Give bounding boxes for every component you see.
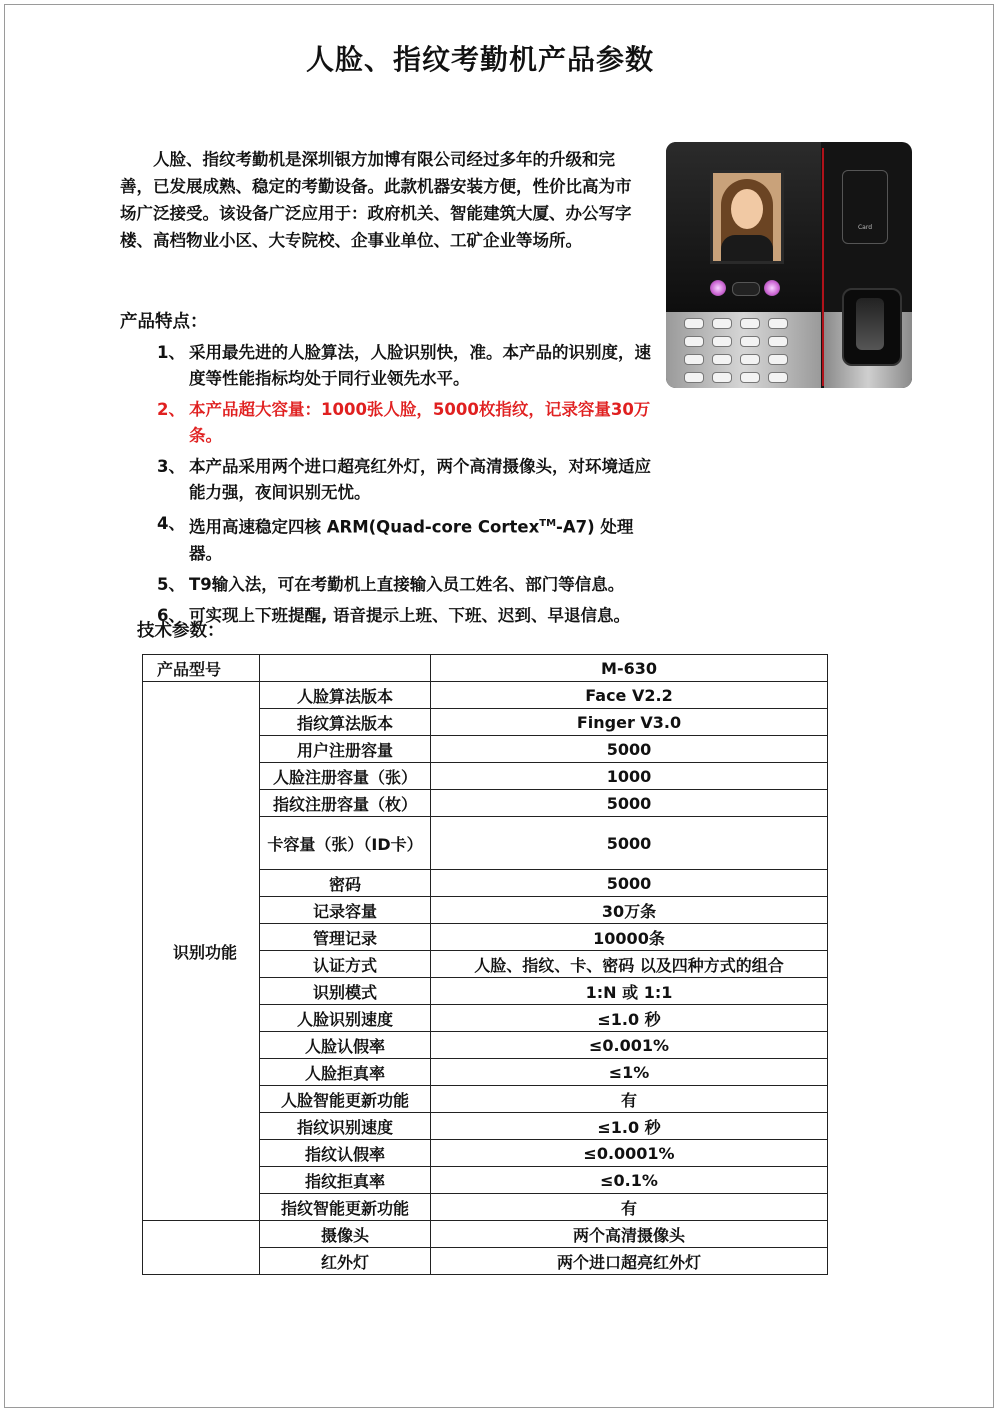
keypad-key [684,336,704,347]
infrared-light-right [764,280,780,296]
feature-text: 可实现上下班提醒, 语音提示上班、下班、迟到、早退信息。 [189,605,631,625]
param-value: 5000 [431,870,828,897]
card-label: Card [857,224,873,231]
param-value: 两个高清摄像头 [431,1221,828,1248]
model-value: M-630 [431,655,828,682]
feature-text: 本产品采用两个进口超亮红外灯，两个高清摄像头，对环境适应能力强，夜间识别无忧。 [189,457,651,502]
feature-item [157,454,657,506]
param-value: 1:N 或 1:1 [431,978,828,1005]
param-name: 密码 [260,870,431,897]
table-row [143,1221,828,1248]
feature-number: 5、 [157,574,185,594]
feature-item [157,340,657,392]
feature-text [189,511,657,567]
feature-item-highlight [157,397,657,449]
param-value: 30万条 [431,897,828,924]
keypad-key [740,318,760,329]
model-empty-cell [260,655,431,682]
feature-number: 1、 [157,343,185,362]
param-name: 人脸算法版本 [260,682,431,709]
keypad-key [740,336,760,347]
param-name: 人脸识别速度 [260,1005,431,1032]
param-value: 5000 [431,817,828,870]
intro-paragraph: 人脸、指纹考勤机是深圳银方加博有限公司经过多年的升级和完善，已发展成熟、稳定的考勤设备。此款机器安装方便，性价比高为市场广泛接受。该设备广泛应用于：政府机关、智能建筑大厦、办公写字楼、高档物业小区、大专院校、企事业单位、工矿企业等场所。 [120,150,632,250]
param-name: 指纹智能更新功能 [260,1194,431,1221]
param-name: 识别模式 [260,978,431,1005]
tech-heading: 技术参数： [137,621,225,641]
param-value: ≤1% [431,1059,828,1086]
spec-table [142,654,828,1275]
feature-number: 4、 [157,514,185,533]
param-value: Finger V3.0 [431,709,828,736]
table-row [143,655,828,682]
keypad-key [768,372,788,383]
card-reader-icon [842,170,888,244]
param-name: 指纹识别速度 [260,1113,431,1140]
param-value: ≤0.0001% [431,1140,828,1167]
feature-item [157,511,657,567]
param-name: 指纹认假率 [260,1140,431,1167]
param-name: 管理记录 [260,924,431,951]
group-label: 识别功能 [143,682,260,1221]
param-name: 人脸智能更新功能 [260,1086,431,1113]
keypad-key [768,354,788,365]
param-name: 人脸拒真率 [260,1059,431,1086]
camera-icon [732,282,760,296]
param-name: 红外灯 [260,1248,431,1275]
param-value: 10000条 [431,924,828,951]
param-value: ≤1.0 秒 [431,1005,828,1032]
param-value: ≤0.1% [431,1167,828,1194]
keypad-key [740,354,760,365]
keypad-key [712,372,732,383]
keypad-key [712,318,732,329]
feature-text-part: -A7) 处理器。 [189,517,634,563]
device-screen [710,170,784,264]
portrait-face [731,189,763,229]
param-name: 人脸注册容量（张） [260,763,431,790]
feature-text: 采用最先进的人脸算法，人脸识别快，准。本产品的识别度，速度等性能指标均处于同行业领先水平。 [189,343,651,388]
feature-number: 2、 [157,400,185,419]
param-name: 摄像头 [260,1221,431,1248]
param-name: 指纹拒真率 [260,1167,431,1194]
param-name: 人脸认假率 [260,1032,431,1059]
param-name: 指纹注册容量（枚） [260,790,431,817]
param-name: 认证方式 [260,951,431,978]
param-name: 记录容量 [260,897,431,924]
keypad-key [768,336,788,347]
feature-item [157,572,657,598]
infrared-light-left [710,280,726,296]
device-keypad [666,312,821,388]
model-label: 产品型号 [143,655,260,682]
feature-text: T9输入法，可在考勤机上直接输入员工姓名、部门等信息。 [189,574,625,594]
portrait-body [721,235,773,264]
param-value: 1000 [431,763,828,790]
feature-text: 本产品超大容量：1000张人脸，5000枚指纹，记录容量30万条。 [189,400,651,445]
param-value: ≤0.001% [431,1032,828,1059]
param-name: 用户注册容量 [260,736,431,763]
param-value: 5000 [431,736,828,763]
feature-number: 3、 [157,457,185,476]
group-empty-cell [143,1221,260,1275]
table-row [143,682,828,709]
param-value: 两个进口超亮红外灯 [431,1248,828,1275]
trademark-mark: TM [539,518,557,529]
keypad-key [684,354,704,365]
param-value: Face V2.2 [431,682,828,709]
param-value: 有 [431,1086,828,1113]
param-name: 指纹算法版本 [260,709,431,736]
keypad-key [684,372,704,383]
feature-item [157,603,657,629]
feature-text-part: 选用高速稳定四核 ARM(Quad-core Cortex [189,517,540,537]
page-title: 人脸、指纹考勤机产品参数 [305,43,654,76]
features-list [157,340,657,634]
keypad-key [712,354,732,365]
features-heading: 产品特点： [120,312,208,332]
param-value: 有 [431,1194,828,1221]
param-value: ≤1.0 秒 [431,1113,828,1140]
device-image [666,142,912,388]
feature-number: 6、 [157,605,185,625]
param-value: 人脸、指纹、卡、密码 以及四种方式的组合 [431,951,828,978]
param-name: 卡容量（张）（ID卡） [260,817,431,870]
keypad-key [712,336,732,347]
param-value: 5000 [431,790,828,817]
keypad-key [768,318,788,329]
fingerprint-window [856,298,884,350]
keypad-key [684,318,704,329]
keypad-key [740,372,760,383]
